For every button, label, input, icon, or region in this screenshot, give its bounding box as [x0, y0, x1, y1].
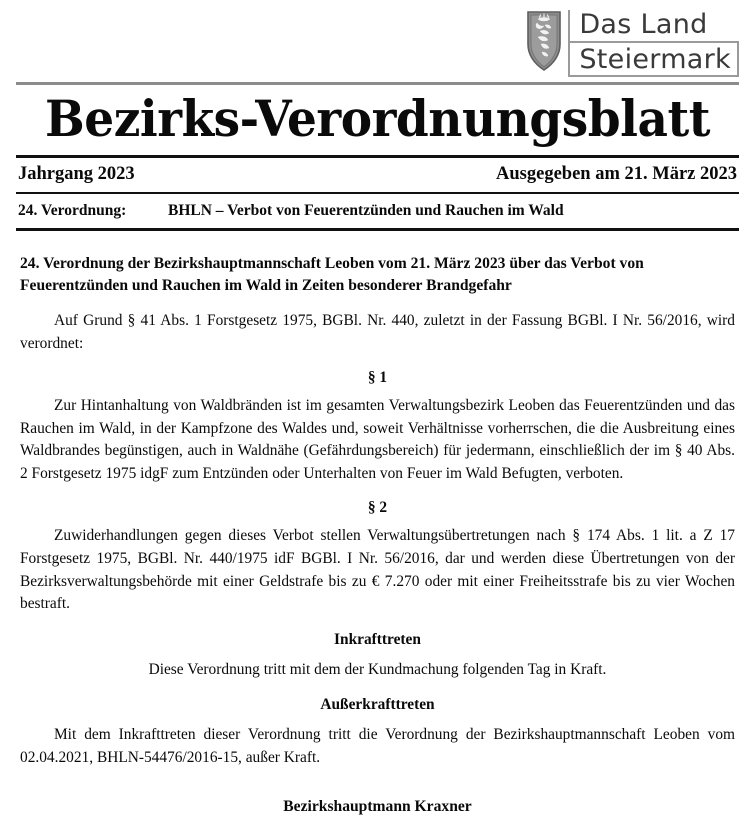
issue-volume: Jahrgang 2023	[18, 164, 135, 184]
section-body-inkrafttreten: Diese Verordnung tritt mit dem der Kundmachung folgenden Tag in Kraft.	[148, 660, 607, 678]
ordinance-number-label: 24. Verordnung:	[18, 202, 127, 219]
section-body-ausserkrafttreten: Mit dem Inkrafttreten dieser Verordnung tritt die Verordnung der Bezirkshauptmannschaft Leoben vom 02.04.2021, BHLN-54476/2016-15, außer Kraft.	[20, 725, 735, 766]
land-steiermark-logo	[526, 10, 739, 77]
logo-line-das-land: Das Land	[568, 10, 739, 43]
section-heading-inkrafttreten: Inkrafttreten	[334, 630, 421, 648]
logo-line-steiermark: Steiermark	[568, 43, 739, 77]
signature-line: Bezirkshauptmann Kraxner	[283, 798, 472, 816]
page-title-area	[16, 85, 739, 155]
section-body-paragraph-2: Zuwiderhandlungen gegen dieses Verbot stellen Verwaltungsübertretungen nach § 174 Abs. 1 lit. a Z 17 Forstgesetz 1975, BGBl. Nr. 440/1975 idF BGBl. I Nr. 56/2016, dar und werden diese Übertretungen von der Bezirksverwaltungsbehörde mit einer Geldstrafe bis zu € 7.270 oder mit einer Freiheitsstrafe bis zu vier Wochen bestraft.	[20, 527, 735, 613]
section-heading-ausserkrafttreten: Außerkrafttreten	[320, 696, 435, 714]
issue-published-date: Ausgegeben am 21. März 2023	[496, 164, 737, 184]
logo-wordmark	[568, 10, 739, 77]
issue-info-row	[16, 158, 739, 192]
document-body	[16, 231, 739, 819]
ordinance-summary-row	[16, 194, 739, 228]
styria-panther-crest-icon	[526, 10, 562, 72]
page-title: Bezirks-Verordnungsblatt	[45, 89, 710, 148]
document-heading: 24. Verordnung der Bezirkshauptmannschaft Leoben vom 21. März 2023 über das Verbot von Feuerentzünden und Rauchen im Wald in Zeiten besonderer Brandgefahr	[20, 255, 644, 295]
section-body-paragraph-1: Zur Hintanhaltung von Waldbränden ist im gesamten Verwaltungsbezirk Leoben das Feuerentzünden und das Rauchen im Wald, in der Kampfzone des Waldes und, soweit Verhältnisse vorherrschen, die die Ausbreitung eines Waldbrandes begünstigen, auch in Waldnähe (Gefährdungsbereich) für jedermann, einschließlich der im § 40 Abs. 2 Forstgesetz 1975 idgF zum Entzünden oder Unterhalten von Feuer im Wald Befugten, verboten.	[20, 397, 735, 483]
section-heading-paragraph-1: § 1	[367, 368, 388, 386]
ordinance-subject: BHLN – Verbot von Feuerentzünden und Rauchen im Wald	[168, 202, 564, 219]
document-preamble: Auf Grund § 41 Abs. 1 Forstgesetz 1975, BGBl. Nr. 440, zuletzt in der Fassung BGBl. I Nr. 56/2016, wird verordnet:	[20, 312, 735, 352]
section-heading-paragraph-2: § 2	[367, 498, 388, 516]
masthead-logo-area	[16, 0, 739, 80]
